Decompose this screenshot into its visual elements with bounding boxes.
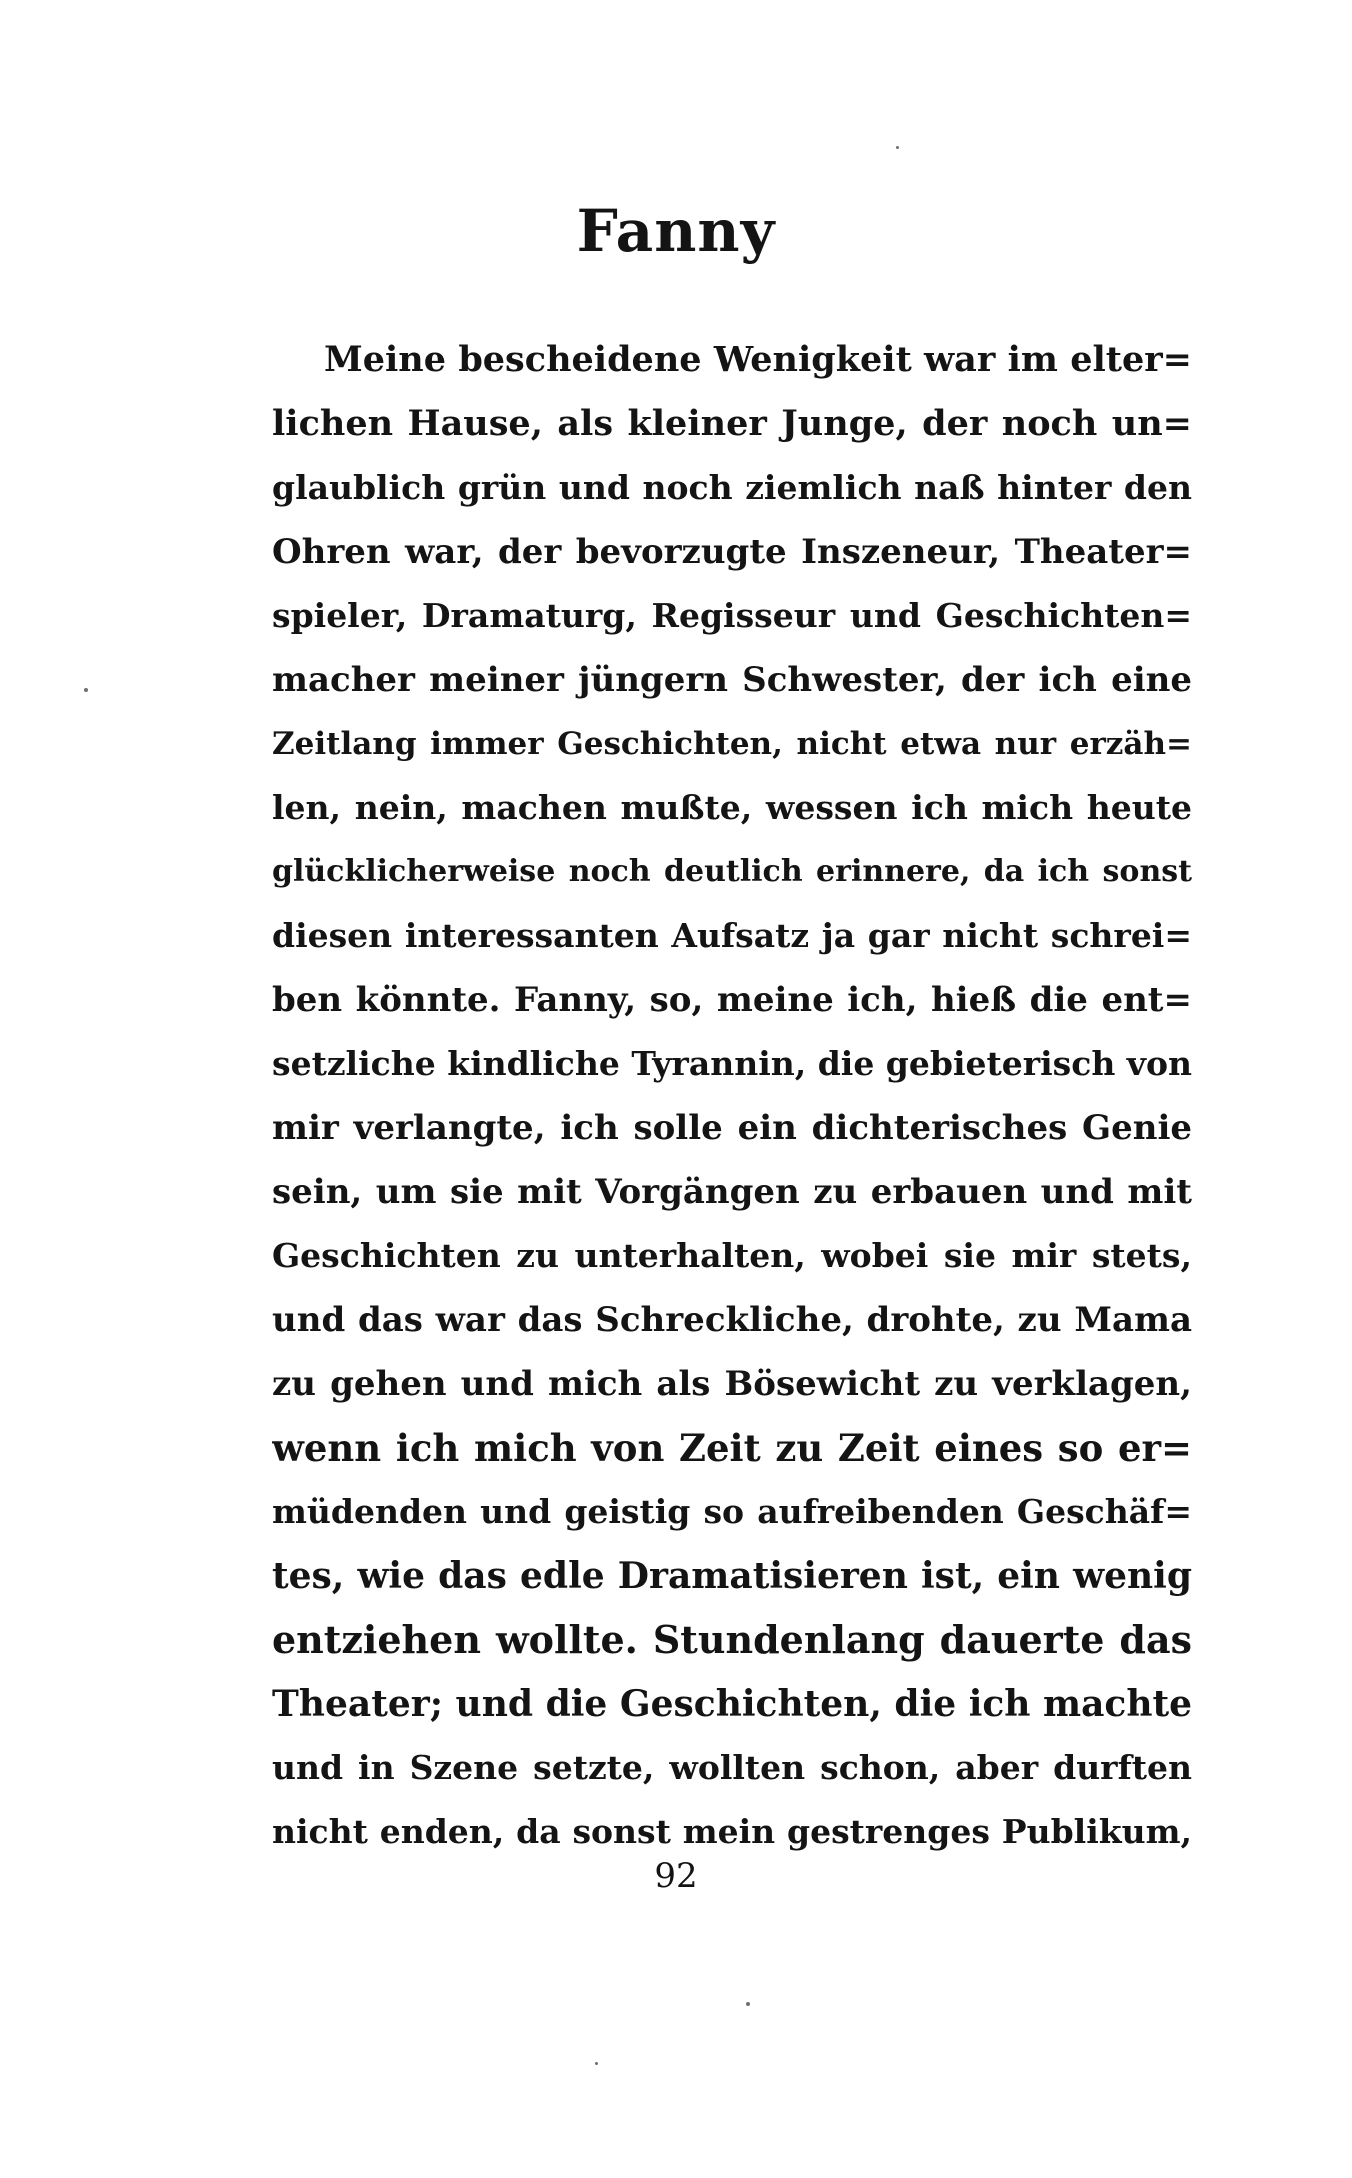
text-line: müdenden und geistig so aufreibenden Geschäf= — [272, 1492, 1192, 1531]
text-line: setzliche kindliche Tyrannin, die gebieterisch von — [272, 1044, 1192, 1083]
text-line: Zeitlang immer Geschichten, nicht etwa nur erzäh= — [272, 726, 1192, 762]
text-line: Ohren war, der bevorzugte Inszeneur, Theater= — [272, 532, 1192, 572]
text-line: sein, um sie mit Vorgängen zu erbauen und mit — [272, 1172, 1192, 1212]
chapter-title: Fanny — [576, 197, 776, 265]
text-line: zu gehen und mich als Bösewicht zu verklagen, — [272, 1364, 1192, 1404]
text-line: ben könnte. Fanny, so, meine ich, hieß die ent= — [272, 980, 1192, 1020]
text-line: Meine bescheidene Wenigkeit war im elter= — [324, 339, 1192, 380]
scan-speck — [595, 2062, 598, 2065]
scan-speck — [896, 146, 899, 149]
text-line: diesen interessanten Aufsatz ja gar nicht schrei= — [272, 916, 1192, 955]
text-line: wenn ich mich von Zeit zu Zeit eines so er= — [272, 1426, 1192, 1470]
text-line: nicht enden, da sonst mein gestrenges Publikum, — [272, 1812, 1192, 1851]
scan-speck — [84, 688, 88, 692]
text-line: tes, wie das edle Dramatisieren ist, ein wenig — [272, 1555, 1192, 1597]
scan-speck — [746, 2002, 750, 2006]
text-line: len, nein, machen mußte, wessen ich mich heute — [272, 788, 1192, 827]
text-line: und in Szene setzte, wollten schon, aber durften — [272, 1748, 1192, 1787]
text-line: mir verlangte, ich solle ein dichterisches Genie — [272, 1108, 1192, 1148]
body-paragraph — [272, 328, 1192, 1864]
text-line: Geschichten zu unterhalten, wobei sie mir stets, — [272, 1236, 1192, 1275]
page-number: 92 — [654, 1856, 698, 1896]
text-line: glücklicherweise noch deutlich erinnere, da ich sonst — [272, 854, 1192, 889]
text-line: entziehen wollte. Stundenlang dauerte das — [272, 1617, 1192, 1662]
text-line: und das war das Schreckliche, drohte, zu Mama — [272, 1300, 1192, 1340]
text-line: Theater; und die Geschichten, die ich machte — [272, 1683, 1192, 1725]
text-line: glaublich grün und noch ziemlich naß hinter den — [272, 468, 1192, 507]
text-line: macher meiner jüngern Schwester, der ich eine — [272, 660, 1192, 700]
text-line: lichen Hause, als kleiner Junge, der noch un= — [272, 403, 1192, 444]
text-line: spieler, Dramaturg, Regisseur und Geschichten= — [272, 596, 1192, 635]
